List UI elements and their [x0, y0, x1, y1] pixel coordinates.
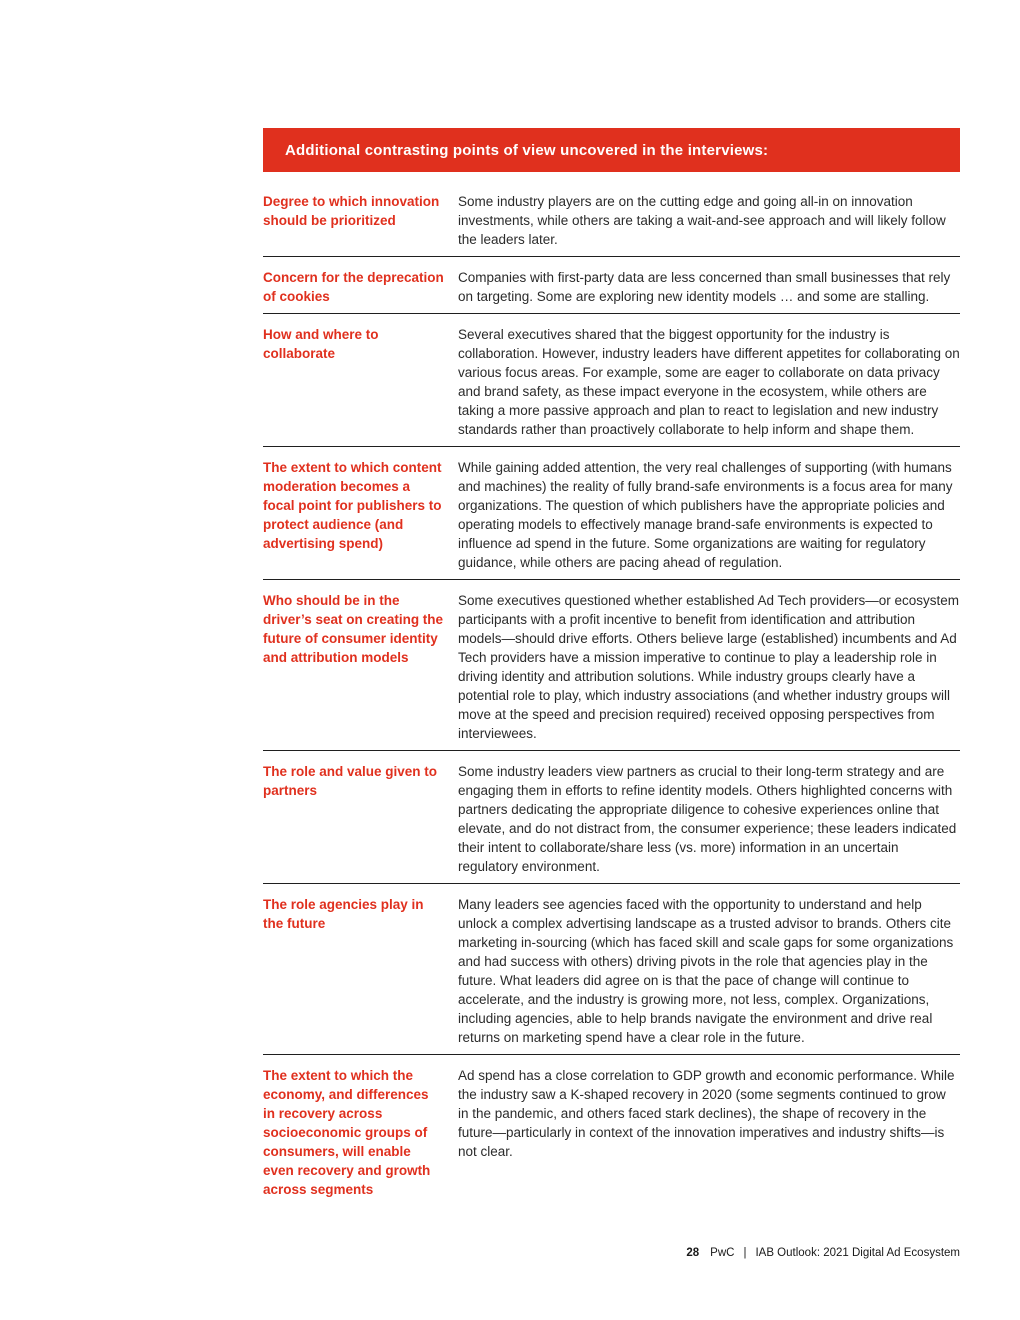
row-body: While gaining added attention, the very real challenges of supporting (with humans and machines) the reality of fully brand-safe environments is a focus area for many organizations. The question of which publishers have the appropriate policies and operating models to effectively manage brand-safe environments is expected to influence ad spend in the future. Some organizations are waiting for regulatory guidance, while others are pacing ahead of regulation. — [458, 460, 953, 570]
section-banner — [263, 128, 960, 172]
footer-separator: | — [743, 1247, 747, 1259]
row-body: Many leaders see agencies faced with the opportunity to understand and help unlock a complex advertising landscape as a trusted advisor to brands. Others cite marketing in-sourcing (which has faced skill and scale gaps for some organizations and had success with others) driving pivots in the role that agencies play in the future. What leaders did agree on is that the pace of change will continue to accelerate, and the industry is growing more, not less, complex. Organizations, including agencies, able to help brands navigate the environment and drive real returns on marketing spend have a clear role in the future. — [458, 897, 954, 1045]
page-footer — [686, 1247, 960, 1259]
row-heading: The extent to which the economy, and differences in recovery across socioeconomic groups of consumers, will enable even recovery and growth across segments — [263, 1068, 431, 1197]
row-heading: How and where to collaborate — [263, 327, 379, 361]
row-body: Ad spend has a close correlation to GDP growth and economic performance. While the industry saw a K-shaped recovery in 2020 (some segments continued to grow in the pandemic, and others faced stark declines), the shape of recovery in the future—particularly in context of the innovation imperatives and industry shifts—is not clear. — [458, 1068, 955, 1159]
table-row — [263, 257, 960, 314]
row-body: Some executives questioned whether established Ad Tech providers—or ecosystem participants with a profit incentive to benefit from identification and attribution models—should drive efforts. Others believe large (established) incumbents and Ad Tech providers have a mission imperative to continue to play a leadership role in driving identity and attribution solutions. While industry groups clearly have a potential role to play, which industry associations (and whether industry groups will move at the speed and precision required) received opposing perspectives from interviewees. — [458, 593, 960, 741]
row-heading: The extent to which content moderation becomes a focal point for publishers to protect audience (and advertising spend) — [263, 460, 442, 551]
row-body: Some industry leaders view partners as crucial to their long-term strategy and are engaging them in efforts to refine identity models. Others highlighted concerns with partners dedicating the appropriate diligence to cohesive experiences online that elevate, and do not distract from, the consumer experience; these leaders indicated their intent to collaborate/share less (vs. more) information in an uncertain regulatory environment. — [458, 764, 957, 874]
row-heading: The role agencies play in the future — [263, 897, 424, 931]
table-row — [263, 447, 960, 580]
section-banner-title: Additional contrasting points of view uncovered in the interviews: — [285, 141, 769, 159]
table-row — [263, 314, 960, 447]
table-row — [263, 751, 960, 884]
table-row — [263, 580, 960, 751]
brand-name: PwC — [710, 1247, 735, 1259]
content-column — [263, 128, 960, 1206]
row-body: Companies with first-party data are less concerned than small businesses that rely on targeting. Some are exploring new identity models … and some are stalling. — [458, 270, 951, 304]
row-body: Some industry players are on the cutting edge and going all-in on innovation investments, while others are taking a wait-and-see approach and will likely follow the leaders later. — [458, 194, 946, 247]
row-heading: Degree to which innovation should be prioritized — [263, 194, 440, 228]
table-row — [263, 884, 960, 1055]
row-heading: The role and value given to partners — [263, 764, 438, 798]
row-body: Several executives shared that the biggest opportunity for the industry is collaboration. However, industry leaders have different appetites for collaborating on various focus areas. For example, some are eager to collaborate on data privacy and brand safety, as these impact everyone in the ecosystem, while others are taking a more passive approach and plan to react to legislation and new industry standards rather than proactively collaborate to help inform and shape them. — [458, 327, 960, 437]
row-heading: Concern for the deprecation of cookies — [263, 270, 444, 304]
contrast-points-table — [263, 172, 960, 1206]
document-title: IAB Outlook: 2021 Digital Ad Ecosystem — [755, 1247, 960, 1259]
table-row — [263, 1055, 960, 1206]
row-heading: Who should be in the driver’s seat on creating the future of consumer identity and attribution models — [263, 593, 444, 665]
table-row — [263, 172, 960, 257]
page-number: 28 — [686, 1247, 700, 1259]
